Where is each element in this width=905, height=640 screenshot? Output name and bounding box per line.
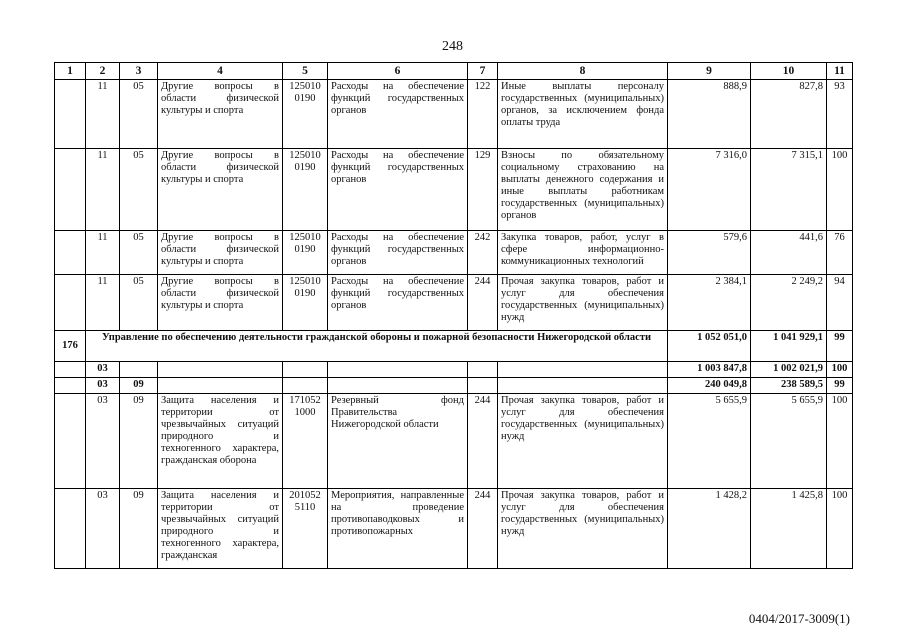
- cell-plan: 1 052 051,0: [668, 331, 751, 362]
- cell-expense-name: Закупка товаров, работ, услуг в сфере информационно-коммуникационных технологий: [498, 231, 668, 275]
- cell-section: 11: [86, 149, 120, 231]
- cell-no: [55, 394, 86, 489]
- cell-expense-code: 129: [468, 149, 498, 231]
- column-header: 6: [328, 63, 468, 80]
- cell-name: Другие вопросы в области физической культуры и спорта: [158, 80, 283, 149]
- table-row: [55, 231, 853, 275]
- cell-subsection: 05: [120, 275, 158, 331]
- cell-percent: 93: [827, 80, 853, 149]
- cell-executed: 1 425,8: [751, 489, 827, 569]
- cell-expense-name: Прочая закупка товаров, работ и услуг для обеспечения государственных (муниципальных) нужд: [498, 275, 668, 331]
- cell-empty: [328, 362, 468, 378]
- cell-section: 03: [86, 362, 120, 378]
- table-row: [55, 80, 853, 149]
- table-row: [55, 394, 853, 489]
- cell-empty: [468, 378, 498, 394]
- cell-plan: 2 384,1: [668, 275, 751, 331]
- document-code: 0404/2017-3009(1): [748, 611, 850, 626]
- cell-section: 03: [86, 489, 120, 569]
- cell-percent: 99: [827, 331, 853, 362]
- cell-expense-code: 122: [468, 80, 498, 149]
- cell-section: 03: [86, 378, 120, 394]
- cell-target-name: Расходы на обеспечение функций государственных органов: [328, 80, 468, 149]
- cell-target-code: 125010 0190: [283, 231, 328, 275]
- cell-executed: 2 249,2: [751, 275, 827, 331]
- cell-subsection: 05: [120, 80, 158, 149]
- table-row-organization: [55, 331, 853, 362]
- cell-executed: 238 589,5: [751, 378, 827, 394]
- cell-target-code: 171052 1000: [283, 394, 328, 489]
- cell-section: 11: [86, 231, 120, 275]
- cell-expense-code: 244: [468, 394, 498, 489]
- cell-subsection: 05: [120, 149, 158, 231]
- page-number: 248: [442, 39, 463, 54]
- cell-empty: [498, 362, 668, 378]
- cell-organization-name: Управление по обеспечению деятельности гражданской обороны и пожарной безопасности Нижегородской области: [86, 331, 668, 362]
- cell-empty: [328, 378, 468, 394]
- cell-plan: 1 428,2: [668, 489, 751, 569]
- cell-expense-code: 242: [468, 231, 498, 275]
- column-header: 3: [120, 63, 158, 80]
- column-header: 9: [668, 63, 751, 80]
- cell-empty: [158, 378, 283, 394]
- cell-expense-code: 244: [468, 489, 498, 569]
- cell-section: 11: [86, 275, 120, 331]
- cell-no: 176: [55, 331, 86, 362]
- cell-no: [55, 275, 86, 331]
- column-header: 10: [751, 63, 827, 80]
- header-row: [55, 63, 853, 80]
- cell-percent: 100: [827, 394, 853, 489]
- cell-name: Защита населения и территории от чрезвычайных ситуаций природного и техногенного характера, гражданская оборона: [158, 394, 283, 489]
- cell-expense-code: 244: [468, 275, 498, 331]
- cell-target-code: 125010 0190: [283, 275, 328, 331]
- cell-subsection: 09: [120, 378, 158, 394]
- cell-percent: 100: [827, 362, 853, 378]
- cell-empty: [158, 362, 283, 378]
- cell-target-name: Резервный фонд Правительства Нижегородской области: [328, 394, 468, 489]
- cell-executed: 1 002 021,9: [751, 362, 827, 378]
- table-row: [55, 275, 853, 331]
- cell-target-code: 125010 0190: [283, 149, 328, 231]
- table-row-subsection: [55, 378, 853, 394]
- column-header: 11: [827, 63, 853, 80]
- cell-empty: [498, 378, 668, 394]
- cell-executed: 441,6: [751, 231, 827, 275]
- cell-no: [55, 149, 86, 231]
- cell-subsection: 09: [120, 394, 158, 489]
- cell-no: [55, 489, 86, 569]
- column-header: 4: [158, 63, 283, 80]
- column-header: 2: [86, 63, 120, 80]
- cell-target-code: 125010 0190: [283, 80, 328, 149]
- cell-name: Защита населения и территории от чрезвычайных ситуаций природного и техногенного характера, гражданская: [158, 489, 283, 569]
- budget-table: [54, 62, 853, 569]
- cell-plan: 888,9: [668, 80, 751, 149]
- cell-target-name: Мероприятия, направленные на проведение противопаводковых и противопожарных: [328, 489, 468, 569]
- column-header: 1: [55, 63, 86, 80]
- cell-empty: [55, 362, 86, 378]
- cell-executed: 5 655,9: [751, 394, 827, 489]
- cell-expense-name: Прочая закупка товаров, работ и услуг для обеспечения государственных (муниципальных) нужд: [498, 394, 668, 489]
- cell-percent: 100: [827, 489, 853, 569]
- cell-empty: [283, 362, 328, 378]
- cell-subsection: 09: [120, 489, 158, 569]
- cell-executed: 7 315,1: [751, 149, 827, 231]
- table-row-section: [55, 362, 853, 378]
- cell-name: Другие вопросы в области физической культуры и спорта: [158, 149, 283, 231]
- cell-target-name: Расходы на обеспечение функций государственных органов: [328, 231, 468, 275]
- cell-target-name: Расходы на обеспечение функций государственных органов: [328, 149, 468, 231]
- cell-empty: [468, 362, 498, 378]
- cell-empty: [283, 378, 328, 394]
- cell-plan: 240 049,8: [668, 378, 751, 394]
- cell-empty: [120, 362, 158, 378]
- cell-plan: 5 655,9: [668, 394, 751, 489]
- cell-plan: 579,6: [668, 231, 751, 275]
- cell-empty: [55, 378, 86, 394]
- cell-plan: 7 316,0: [668, 149, 751, 231]
- cell-executed: 827,8: [751, 80, 827, 149]
- cell-no: [55, 80, 86, 149]
- cell-name: Другие вопросы в области физической культуры и спорта: [158, 231, 283, 275]
- column-header: 7: [468, 63, 498, 80]
- cell-expense-name: Взносы по обязательному социальному страхованию на выплаты денежного содержания и иные выплаты работникам государственных (муниципальных) органов: [498, 149, 668, 231]
- cell-name: Другие вопросы в области физической культуры и спорта: [158, 275, 283, 331]
- column-header: 8: [498, 63, 668, 80]
- cell-percent: 76: [827, 231, 853, 275]
- cell-percent: 99: [827, 378, 853, 394]
- cell-no: [55, 231, 86, 275]
- cell-section: 03: [86, 394, 120, 489]
- column-header: 5: [283, 63, 328, 80]
- cell-subsection: 05: [120, 231, 158, 275]
- cell-percent: 100: [827, 149, 853, 231]
- cell-target-code: 201052 5110: [283, 489, 328, 569]
- table-row: [55, 489, 853, 569]
- cell-section: 11: [86, 80, 120, 149]
- cell-expense-name: Прочая закупка товаров, работ и услуг для обеспечения государственных (муниципальных) нужд: [498, 489, 668, 569]
- cell-percent: 94: [827, 275, 853, 331]
- cell-expense-name: Иные выплаты персоналу государственных (муниципальных) органов, за исключением фонда оплаты труда: [498, 80, 668, 149]
- cell-plan: 1 003 847,8: [668, 362, 751, 378]
- table-row: [55, 149, 853, 231]
- cell-target-name: Расходы на обеспечение функций государственных органов: [328, 275, 468, 331]
- cell-executed: 1 041 929,1: [751, 331, 827, 362]
